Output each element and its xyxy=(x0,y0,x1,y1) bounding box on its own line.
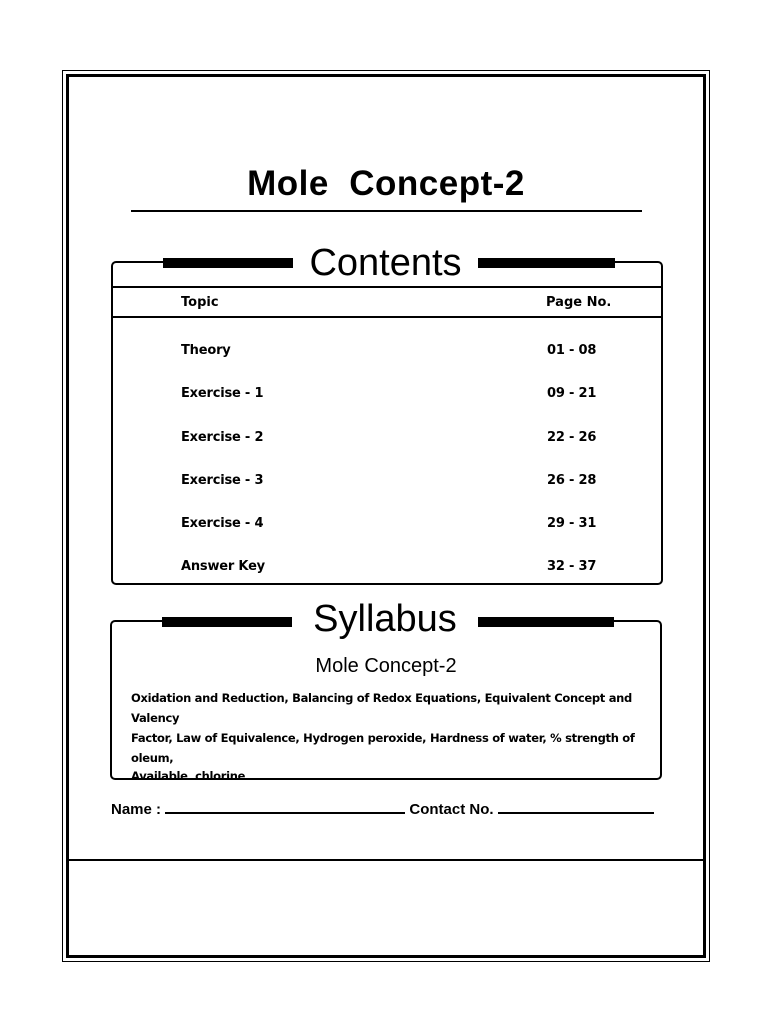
toc-pages: 29 - 31 xyxy=(547,516,597,531)
toc-topic: Answer Key xyxy=(181,559,265,574)
contents-heading: Contents xyxy=(293,244,478,282)
table-header-bottom-rule xyxy=(113,316,661,318)
contents-heading-bar-right xyxy=(478,258,615,268)
syllabus-heading: Syllabus xyxy=(292,600,478,638)
toc-pages: 32 - 37 xyxy=(547,559,597,574)
toc-topic: Exercise - 2 xyxy=(181,430,264,445)
contact-field[interactable] xyxy=(498,798,654,814)
syllabus-subtitle: Mole Concept-2 xyxy=(315,655,457,677)
name-contact-line xyxy=(111,798,663,818)
column-header-page: Page No. xyxy=(546,295,612,310)
toc-topic: Exercise - 4 xyxy=(181,516,264,531)
syllabus-heading-bar-right xyxy=(478,617,614,627)
syllabus-line: Oxidation and Reduction, Balancing of Redox Equations, Equivalent Concept and Valency xyxy=(131,691,632,725)
document-title: Mole Concept-2 xyxy=(247,164,525,203)
toc-topic: Exercise - 1 xyxy=(181,386,264,401)
contents-heading-bar-left xyxy=(163,258,293,268)
table-header-top-rule xyxy=(113,286,661,288)
name-label: Name : xyxy=(111,801,162,818)
toc-pages: 01 - 08 xyxy=(547,343,597,358)
contact-label: Contact No. xyxy=(409,801,494,818)
toc-topic: Exercise - 3 xyxy=(181,473,264,488)
footer-divider xyxy=(66,859,706,861)
title-underline xyxy=(131,210,642,212)
syllabus-description xyxy=(131,688,653,784)
toc-pages: 26 - 28 xyxy=(547,473,597,488)
syllabus-line: Available chlorine xyxy=(131,769,246,783)
column-header-topic: Topic xyxy=(181,295,219,310)
name-field[interactable] xyxy=(165,798,405,814)
syllabus-heading-bar-left xyxy=(162,617,292,627)
toc-pages: 22 - 26 xyxy=(547,430,597,445)
toc-pages: 09 - 21 xyxy=(547,386,597,401)
toc-topic: Theory xyxy=(181,343,231,358)
syllabus-line: Factor, Law of Equivalence, Hydrogen peroxide, Hardness of water, % strength of oleum, xyxy=(131,731,635,765)
